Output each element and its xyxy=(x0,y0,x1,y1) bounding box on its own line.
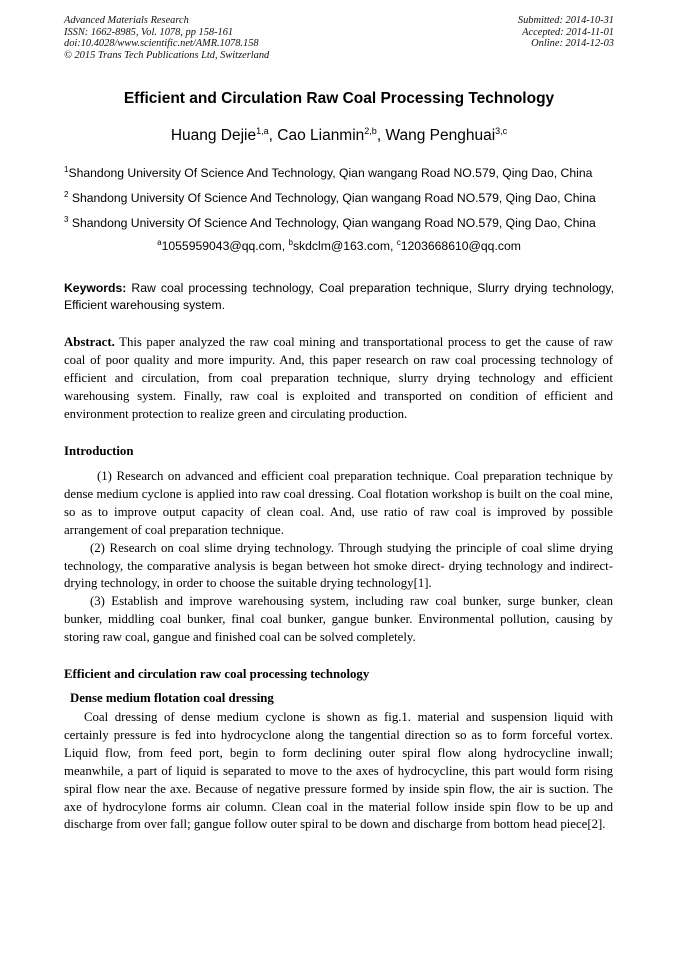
affiliation xyxy=(64,216,624,230)
paper-title: Efficient and Circulation Raw Coal Processing Technology xyxy=(123,90,555,107)
author-marker: 1,a xyxy=(256,125,269,136)
keywords-label: Keywords: xyxy=(64,281,127,295)
intro-paragraph: (3) Establish and improve warehousing system, including raw coal bunker, surge bunker, clean bunker, middling coal bunker, final coal bunker, gangue bunker. Environmental pollution, causing by storing raw coal, gangue and finished coal can be solved completely. xyxy=(64,594,613,645)
email-link[interactable]: skdclm@163.com, xyxy=(292,239,397,253)
author-name: Cao Lianmin xyxy=(277,127,365,144)
abstract-text: This paper analyzed the raw coal mining and transportational process to get the cause of raw coal of poor quality and more impurity. And, this paper research on raw coal processing technology of efficient and circulation, from coal preparation technique, slurry drying technology and efficient warehousing system. Finally, raw coal is exploited and transported on condition of efficient and environment protection to realize green and circulating production. xyxy=(64,335,613,421)
body-paragraph: Coal dressing of dense medium cyclone is shown as fig.1. material and suspension liquid with certainly pressure is fed into hydrocyclone along the tangential direction so as to form forceful vortex. Liquid flow, from feed port, begin to form declining outer spiral flow along hydrocycline inwall; meanwhile, a part of liquid is separated to move to the axes of hydrocycline, this part would form rising spiral flow near the axe. Because of negative pressure formed by inside spin flow, the air is suction. The axe of hydrocylone forms air column. Clean coal in the material follow inside spin flow to be up and discharge from over fall; gangue follow outer spiral to be down and discharge from bottom head piece[2]. xyxy=(64,710,613,832)
affiliation-text: Shandong University Of Science And Technology, Qian wangang Road NO.579, Qing Dao, China xyxy=(68,191,596,205)
affiliation-number: 2 xyxy=(64,189,69,199)
intro-paragraph: (1) Research on advanced and efficient coal preparation technique. Coal preparation technique by dense medium cyclone is applied into raw coal dressing. Coal flotation workshop is built on the coal mine, so as to improve output capacity of clean coal. And, use ratio of raw coal is improved by possible arrangement of coal preparation technique. xyxy=(64,469,613,537)
affiliation xyxy=(64,166,624,180)
author-name: Wang Penghuai xyxy=(385,127,496,144)
email-link[interactable]: 1203668610@qq.com xyxy=(400,239,521,253)
author-name: Huang Dejie xyxy=(170,127,257,144)
email-link[interactable]: 1055959043@qq.com, xyxy=(161,239,289,253)
keywords-text: Raw coal processing technology, Coal preparation technique, Slurry drying technology, Efficient warehousing system. xyxy=(64,281,614,313)
keywords xyxy=(64,280,614,315)
affiliation-text: Shandong University Of Science And Technology, Qian wangang Road NO.579, Qing Dao, China xyxy=(68,216,596,230)
email-marker: b xyxy=(288,237,293,247)
author-emails xyxy=(0,239,678,253)
journal-info xyxy=(64,15,269,61)
submitted-date: Submitted: 2014-10-31 xyxy=(517,15,614,26)
affiliation xyxy=(64,191,624,205)
abstract-label: Abstract. xyxy=(64,335,115,349)
section-body xyxy=(64,709,613,834)
section-heading: Efficient and circulation raw coal processing technology xyxy=(64,667,370,681)
intro-paragraph: (2) Research on coal slime drying technology. Through studying the principle of coal slime drying technology, the comparative analysis is began between hot smoke direct- drying technology and indirect-drying technology, in order to choose the suitable drying technology[1]. xyxy=(64,540,613,591)
introduction-body xyxy=(64,468,613,647)
affiliation-number: 3 xyxy=(64,214,69,224)
email-marker: c xyxy=(396,237,401,247)
author-separator: , xyxy=(268,127,278,144)
author-marker: 2,b xyxy=(364,125,377,136)
journal-copyright: © 2015 Trans Tech Publications Ltd, Switzerland xyxy=(64,49,270,61)
online-date: Online: 2014-12-03 xyxy=(531,38,614,50)
introduction-heading: Introduction xyxy=(64,444,134,458)
author-list xyxy=(0,127,678,145)
journal-issn: ISSN: 1662-8985, Vol. 1078, pp 158-161 xyxy=(64,26,234,38)
affiliation-text: Shandong University Of Science And Technology, Qian wangang Road NO.579, Qing Dao, China xyxy=(68,166,593,180)
subsection-heading: Dense medium flotation coal dressing xyxy=(70,691,274,705)
affiliation-number: 1 xyxy=(64,164,69,174)
journal-doi[interactable]: doi:10.4028/www.scientific.net/AMR.1078.158 xyxy=(64,38,259,50)
accepted-date: Accepted: 2014-11-01 xyxy=(522,26,614,38)
abstract xyxy=(64,334,613,424)
author-separator: , xyxy=(376,127,386,144)
journal-name: Advanced Materials Research xyxy=(64,15,189,26)
email-marker: a xyxy=(157,237,162,247)
author-marker: 3,c xyxy=(495,125,508,136)
submission-dates xyxy=(518,15,614,50)
